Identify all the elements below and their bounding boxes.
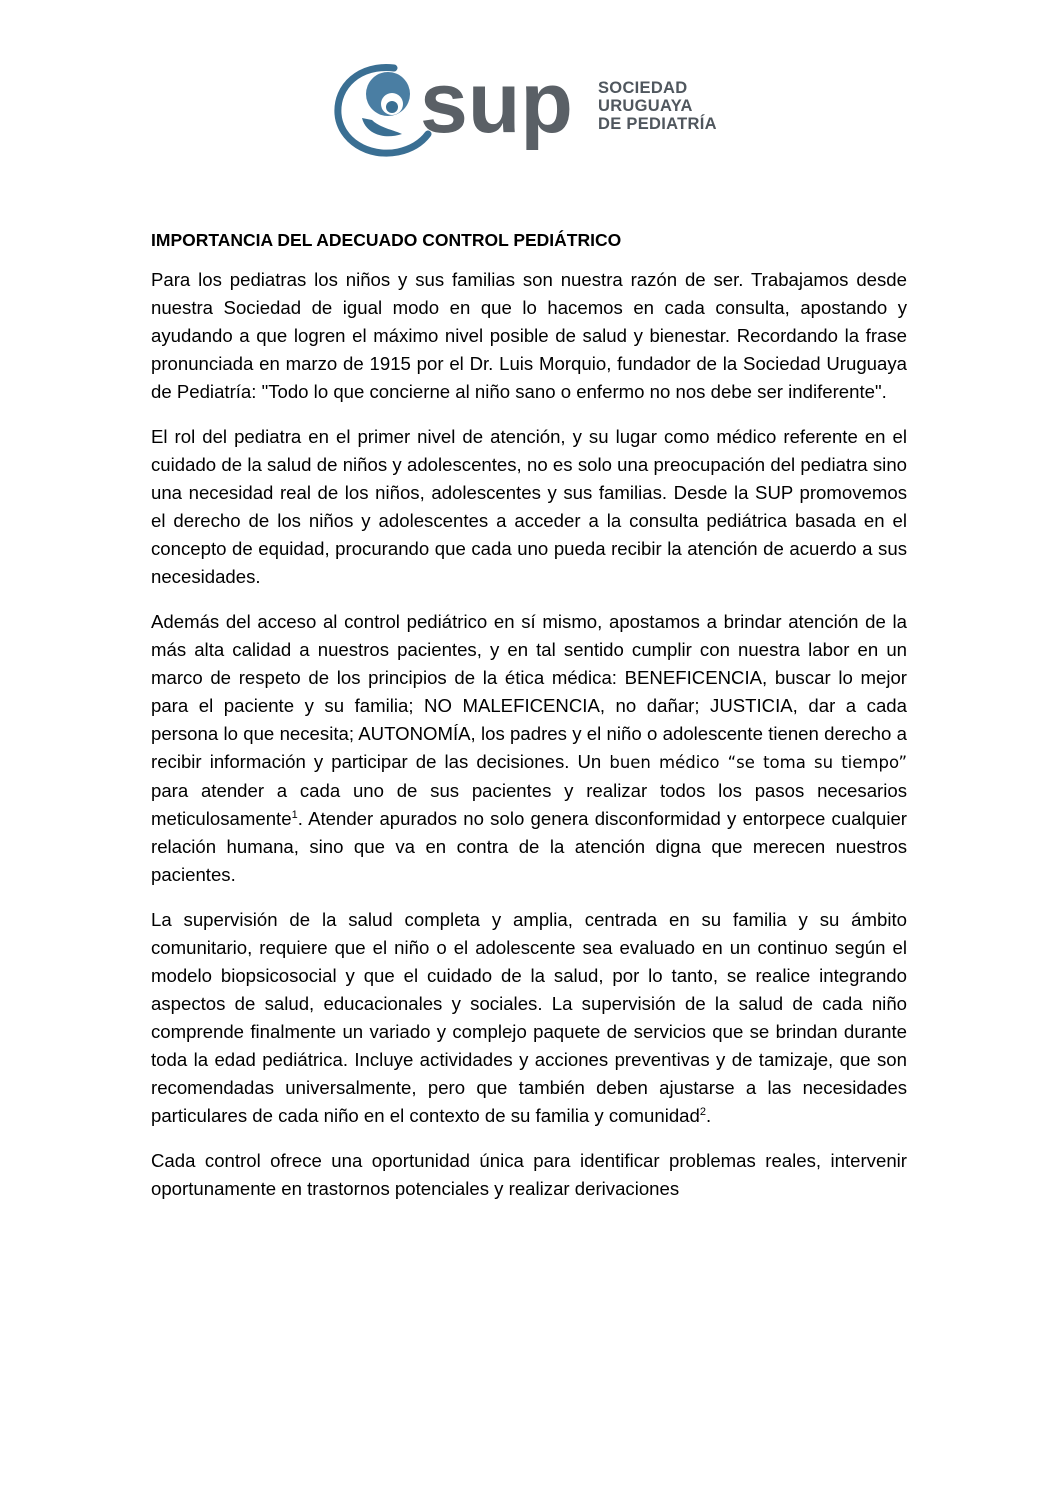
paragraph-2: El rol del pediatra en el primer nivel de atención, y su lugar como médico referente en el cuidado de la salud de niños y adolescentes, no es solo una preocupación del pediatra sino una necesidad real de los niños, adolescentes y sus familias. Desde la SUP promovemos el derecho de los niños y adolescentes a acceder a la consulta pediátrica basada en el concepto de equidad, procurando que cada uno pueda recibir la atención de acuerdo a sus necesidades.	[151, 426, 907, 587]
sup-logo-icon	[332, 60, 602, 160]
paragraph-5: Cada control ofrece una oportunidad única para identificar problemas reales, intervenir oportunamente en trastornos potenciales y realizar derivaciones	[151, 1150, 907, 1199]
logo-org-name	[598, 79, 717, 133]
paragraph-4	[151, 906, 907, 1130]
paragraph-1: Para los pediatras los niños y sus familias son nuestra razón de ser. Trabajamos desde nuestra Sociedad de igual modo en que lo hacemos en cada consulta, apostando y ayudando a que logren el máximo nivel posible de salud y bienestar. Recordando la frase pronunciada en marzo de 1915 por el Dr. Luis Morquio, fundador de la Sociedad Uruguaya de Pediatría: "Todo lo que concierne al niño sano o enfermo no nos debe ser indiferente".	[151, 269, 907, 402]
logo-line-1: SOCIEDAD	[598, 79, 688, 97]
footnote-ref-2: 2	[699, 1106, 706, 1118]
paragraph-4-text: La supervisión de la salud completa y amplia, centrada en su familia y su ámbito comunitario, requiere que el niño o el adolescente sea evaluado en un continuo según el modelo biopsicosocial y que el cuidado de la salud, por lo tanto, se realice integrando aspectos de salud, educacionales y sociales. La supervisión de la salud de cada niño comprende finalmente un variado y complejo paquete de servicios que se brindan durante toda la edad pediátrica. Incluye actividades y acciones preventivas y de tamizaje, que son recomendadas universalmente, pero que también deben ajustarse a las necesidades particulares de cada niño en el contexto de su familia y comunidad	[151, 909, 907, 1126]
logo-line-3: DE PEDIATRÍA	[598, 115, 717, 133]
paragraph-4-end: .	[705, 1105, 712, 1126]
paragraph-3-quote: buen médico “se toma su tiempo”	[609, 753, 907, 772]
paragraph-3-part-3: . Atender apurados no solo genera disconformidad y entorpece cualquier relación humana, sino que va en contra de la atención digna que merecen nuestros pacientes.	[151, 808, 907, 885]
paragraph-3	[151, 608, 907, 889]
document-body	[151, 228, 907, 1220]
sup-logo	[332, 60, 732, 160]
logo-line-2: URUGUAYA	[598, 97, 693, 115]
paragraph-3-part-2: para atender a cada uno de sus pacientes y realizar todos los pasos necesarios meticulosamente	[151, 780, 907, 829]
footnote-ref-1: 1	[291, 809, 298, 821]
logo-wordmark: sup	[420, 60, 573, 151]
paragraph-3-part-1: Además del acceso al control pediátrico en sí mismo, apostamos a brindar atención de la más alta calidad a nuestros pacientes, y en tal sentido cumplir con nuestra labor en un marco de respeto de los principios de la ética médica: BENEFICENCIA, buscar lo mejor para el paciente y su familia; NO MALEFICENCIA, no dañar; JUSTICIA, dar a cada persona lo que necesita; AUTONOMÍA, los padres y el niño o adolescente tienen derecho a recibir información y participar de las decisiones. Un	[151, 611, 907, 772]
document-title: IMPORTANCIA DEL ADECUADO CONTROL PEDIÁTRICO	[151, 230, 622, 250]
